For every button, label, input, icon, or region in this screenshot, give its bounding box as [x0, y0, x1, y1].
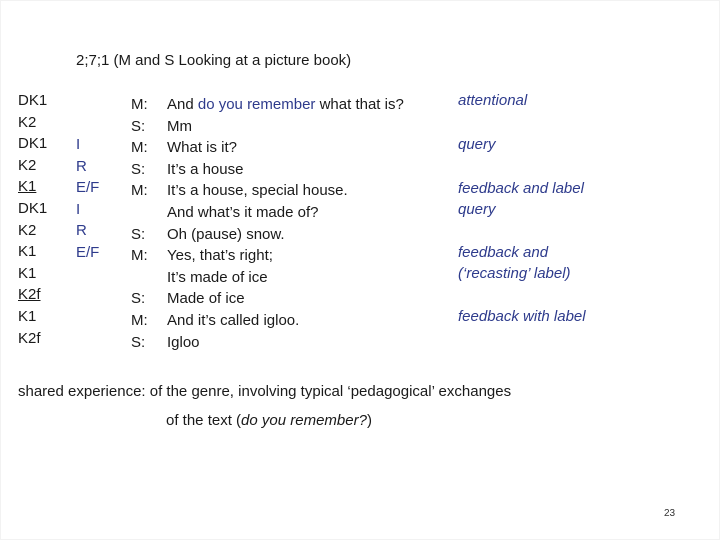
utterance: It’s made of ice: [167, 268, 268, 286]
move-label: K1: [18, 264, 37, 282]
speaker-label: [131, 267, 148, 289]
highlight-phrase: do you remember: [197, 96, 316, 113]
utterance: It’s a house, special house.: [167, 182, 348, 200]
speaker-label: [131, 202, 148, 224]
utterance: It’s a house: [167, 160, 244, 178]
speaker-label: S:: [131, 117, 146, 135]
moves-column: [18, 90, 47, 349]
move-label: K1: [18, 178, 37, 196]
move-label: K1: [18, 307, 37, 325]
slide-title: 2;7;1 (M and S Looking at a picture book): [76, 52, 352, 69]
utterance: Igloo: [167, 333, 200, 351]
annotation-query: query: [458, 201, 496, 218]
speaker-label: S:: [131, 333, 146, 351]
speaker-label: M:: [131, 311, 148, 329]
exchange-code: E/F: [76, 179, 100, 197]
move-label: DK1: [18, 135, 48, 153]
speaker-label: M:: [131, 96, 148, 113]
annotation-attentional: attentional: [458, 92, 528, 109]
annotation-feedback-and: feedback and: [458, 244, 549, 261]
utterance: What is it?: [167, 139, 238, 157]
exchange-code: I: [76, 200, 81, 218]
utterance: Oh (pause) snow.: [167, 225, 285, 243]
utterance: And what’s it made of?: [167, 203, 319, 221]
speaker-label: S:: [131, 160, 146, 178]
move-label: K1: [18, 243, 37, 261]
page-number: 23: [664, 508, 676, 519]
speakers-column: [131, 94, 148, 353]
speaker-label: M:: [131, 139, 148, 157]
exchange-code: R: [76, 157, 87, 175]
annotation-feedback-label: feedback and label: [458, 180, 584, 197]
speaker-label: M:: [131, 182, 148, 200]
annotation-query: query: [458, 136, 496, 153]
shared-experience-text: shared experience: of the genre, involving typical ‘pedagogical’ exchanges: [18, 383, 512, 400]
move-label: K2: [18, 113, 37, 131]
speaker-label: S:: [131, 225, 146, 243]
exchange-code: I: [76, 136, 81, 153]
utterance: And it’s called igloo.: [167, 311, 300, 329]
exchange-code: E/F: [76, 243, 100, 261]
speaker-label: S:: [131, 290, 146, 308]
of-the-text: of the text (do you remember?): [166, 412, 372, 429]
move-label: K2: [18, 221, 37, 239]
annotation-recasting: (‘recasting’ label): [458, 265, 571, 282]
move-label: K2f: [18, 329, 41, 347]
speaker-label: M:: [131, 247, 148, 265]
utterance: Made of ice: [167, 290, 245, 308]
annotation-feedback-with-label: feedback with label: [458, 308, 586, 325]
utterance: Mm: [167, 117, 192, 135]
utterances-column: [167, 94, 404, 353]
move-label: DK1: [18, 199, 48, 217]
italic-phrase: do you remember?: [241, 412, 367, 429]
move-label: K2: [18, 156, 37, 174]
utterance: Yes, that’s right;: [167, 247, 273, 265]
exchange-codes-column: [76, 134, 99, 264]
move-label: K2f: [18, 286, 41, 304]
exchange-code: R: [76, 222, 87, 240]
utterance: And do you remember what that is?: [167, 96, 404, 113]
move-label: DK1: [18, 92, 48, 109]
